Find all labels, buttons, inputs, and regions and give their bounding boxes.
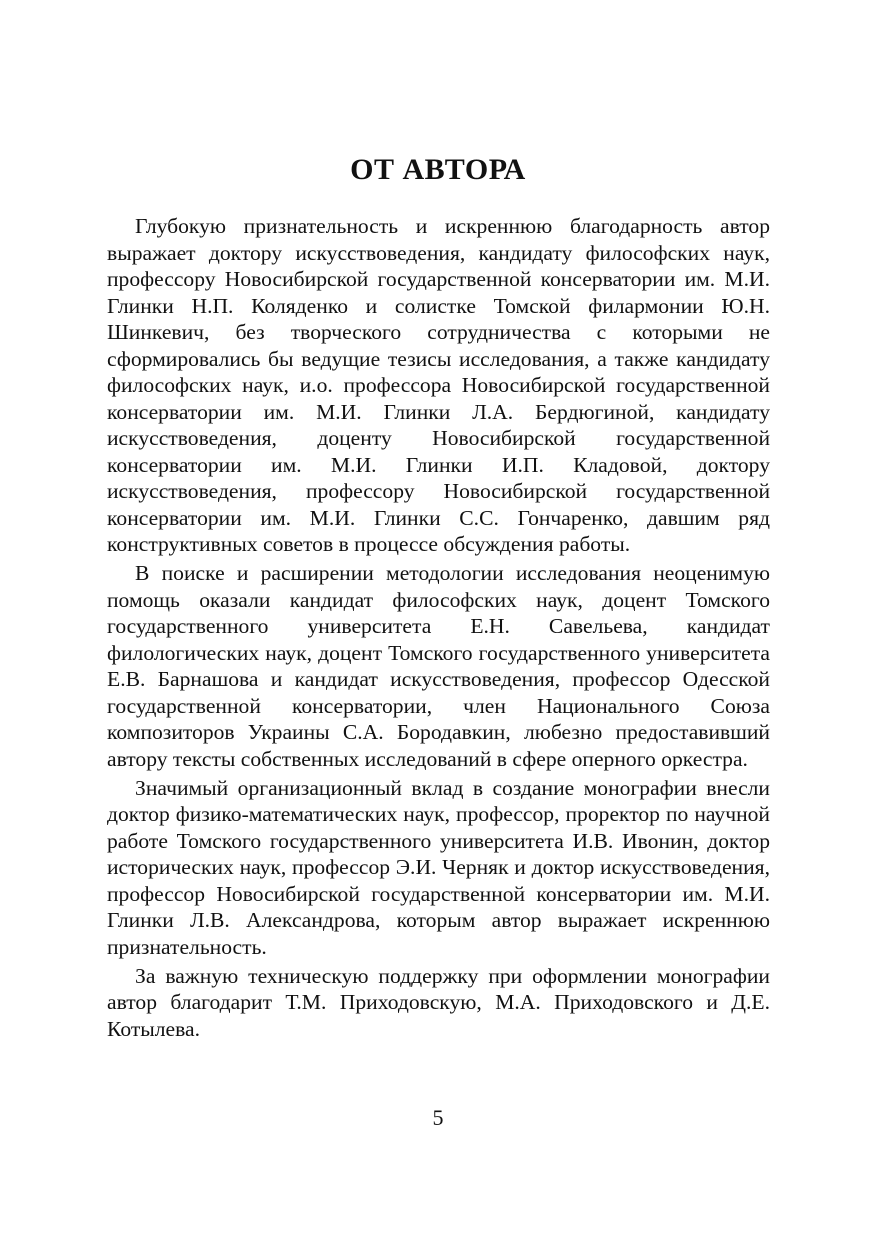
paragraph-acknowledgement-3: Значимый организационный вклад в создание монографии внесли доктор физико-математических наук, профессор, проректор по научной работе Томского государственного университета И.В. Ивонин, доктор исторических наук, профессор Э.И. Черняк и доктор искусствоведения, профессор Новосибирской государственной консерватории им. М.И. Глинки Л.В. Александрова, которым автор выражает искреннюю признательность. — [107, 775, 770, 959]
page-title: ОТ АВТОРА — [350, 153, 526, 186]
page-number: 5 — [432, 1105, 444, 1130]
paragraph-acknowledgement-4: За важную техническую поддержку при оформлении монографии автор благодарит Т.М. Приходовскую, М.А. Приходовского и Д.Е. Котылева. — [107, 963, 770, 1041]
paragraph-acknowledgement-2: В поиске и расширении методологии исследования неоценимую помощь оказали кандидат философских наук, доцент Томского государственного университета Е.Н. Савельева, кандидат филологических наук, доцент Томского государственного университета Е.В. Барнашова и кандидат искусствоведения, профессор Одесской государственной консерватории, член Национального Союза композиторов Украины С.А. Бородавкин, любезно предоставивший автору тексты собственных исследований в сфере оперного оркестра. — [107, 561, 770, 771]
body-text — [107, 213, 770, 1042]
paragraph-acknowledgement-1: Глубокую признательность и искреннюю благодарность автор выражает доктору искусствоведения, кандидату философских наук, профессору Новосибирской государственной консерватории им. М.И. Глинки Н.П. Коляденко и солистке Томской филармонии Ю.Н. Шинкевич, без творческого сотрудничества с которыми не сформировались бы ведущие тезисы исследования, а также кандидату философских наук, и.о. профессора Новосибирской государственной консерватории им. М.И. Глинки Л.А. Бердюгиной, кандидату искусствоведения, доценту Новосибирской государственной консерватории им. М.И. Глинки И.П. Кладовой, доктору искусствоведения, профессору Новосибирской государственной консерватории им. М.И. Глинки С.С. Гончаренко, давшим ряд конструктивных советов в процессе обсуждения работы. — [107, 214, 770, 556]
